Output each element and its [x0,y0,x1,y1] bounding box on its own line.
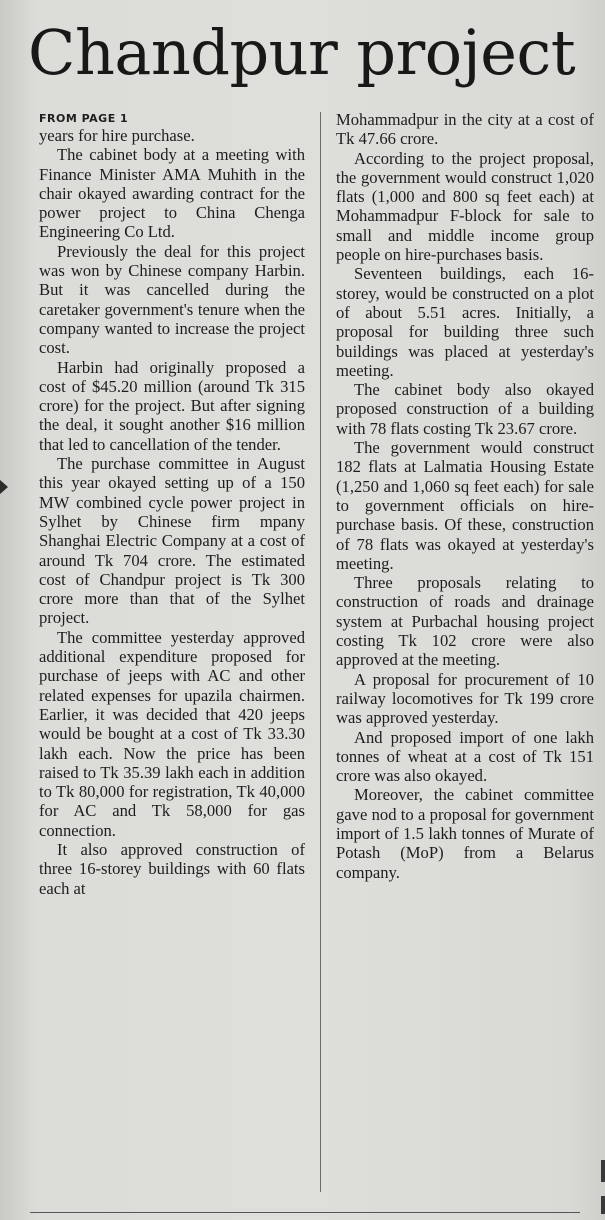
kicker-label: FROM PAGE 1 [39,112,129,125]
paragraph: The cabinet body at a meeting with Finance Minister AMA Muhith in the chair okayed awarding contract for the power project to China Chenga Engineering Co Ltd. [39,145,305,242]
paragraph: A proposal for procurement of 10 railway locomotives for Tk 199 crore was approved yesterday. [336,669,594,728]
paragraph: Mohammadpur in the city at a cost of Tk 47.66 crore. [336,110,594,149]
paragraph: The government would construct 182 flats at Lalmatia Housing Estate (1,250 and 1,060 sq feet each) for sale to government officials on hire-purchase basis. Of these, construction of 78 flats was okayed at yesterday's meeting. [336,438,594,573]
article-column-right [336,110,594,882]
headline: Chandpur project [28,16,576,89]
paragraph: The committee yesterday approved additional expenditure proposed for purchase of jeeps with AC and other related expenses for upazila chairmen. Earlier, it was decided that 420 jeeps would be bought at a cost of Tk 33.30 lakh each. Now the price has been raised to Tk 35.39 lakh each in addition to Tk 80,000 for registration, Tk 40,000 for AC and Tk 58,000 for gas connection. [39,627,305,840]
edge-mark-icon [601,1196,605,1214]
paragraph: Three proposals relating to construction of roads and drainage system at Purbachal housing project costing Tk 102 crore were also approved at the meeting. [336,573,594,670]
paragraph: It also approved construction of three 16-storey buildings with 60 flats each at [39,839,305,898]
paragraph: According to the project proposal, the government would construct 1,020 flats (1,000 and 800 sq feet each) at Mohammadpur F-block for sale to small and middle income group people on hire-purchases basis. [336,148,594,265]
paragraph: years for hire purchase. [39,126,195,145]
bottom-rule [30,1212,580,1213]
edge-mark-icon [601,1160,605,1182]
paragraph: Harbin had originally proposed a cost of $45.20 million (around Tk 315 crore) for the project. But after signing the deal, it sought another $16 million that led to cancellation of the tender. [39,357,305,454]
paragraph: Previously the deal for this project was won by Chinese company Harbin. But it was cancelled during the caretaker government's tenure when the company wanted to increase the project cost. [39,241,305,358]
paragraph: The cabinet body also okayed proposed construction of a building with 78 flats costing Tk 23.67 crore. [336,380,594,438]
paragraph: Seventeen buildings, each 16-storey, would be constructed on a plot of about 5.51 acres. Initially, a proposal for building three such buildings was placed at yesterday's meeting. [336,264,594,380]
column-divider [320,112,321,1192]
margin-arrow-icon [0,480,8,494]
paragraph: Moreover, the cabinet committee gave nod to a proposal for government import of 1.5 lakh tonnes of Murate of Potash (MoP) from a Belarus company. [336,785,594,882]
paragraph: The purchase committee in August this year okayed setting up of a 150 MW combined cycle power project in Sylhet by Chinese firm mpany Shanghai Electric Company at a cost of around Tk 704 crore. The estimated cost of Chandpur project is Tk 300 crore more than that of the Sylhet project. [39,454,305,628]
article-column-left [39,110,305,898]
paragraph: And proposed import of one lakh tonnes of wheat at a cost of Tk 151 crore was also okayed. [336,727,594,786]
